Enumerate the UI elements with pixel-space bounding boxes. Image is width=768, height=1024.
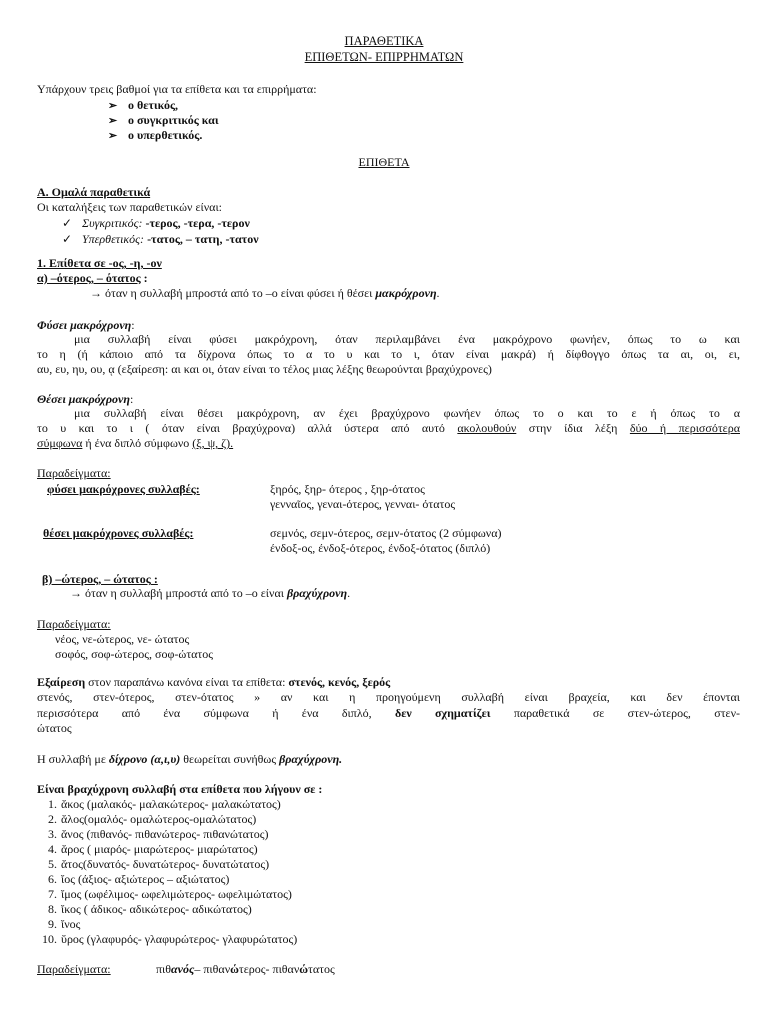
thesei-line1: μια συλλαβή είναι θέσει μακρόχρονη, αν έχει βραχύχρονο φωνήεν όπως το ο και το ε ή όπως το α bbox=[74, 406, 740, 420]
examples-label: Παραδείγματα: bbox=[37, 466, 111, 480]
example-line: σοφός, σοφ-ώτερος, σοφ-ώτατος bbox=[55, 647, 214, 661]
rule-a: → όταν η συλλαβή μπροστά από το –ο είναι φύσει ή θέσει μακρόχρονη. bbox=[90, 286, 440, 300]
exception-line4: ώτατος bbox=[37, 721, 72, 735]
arrow-right-icon: → bbox=[70, 586, 82, 600]
short-list-heading: Είναι βραχύχρονη συλλαβή στα επίθετα που λήγουν σε : bbox=[37, 782, 323, 796]
thesei-line2: το υ και το ι ( όταν είναι βραχύχρονα) αλλά ύστερα από αυτό ακολουθούν στην ίδια λέξη δύο ή περισσότερα bbox=[37, 421, 740, 435]
thesei-heading: Θέσει μακρόχρονη: bbox=[37, 392, 134, 406]
exception-line2: στενός, στεν-ότερος, στεν-ότατος » αν και η προηγούμενη συλλαβή είναι βραχεία, και δεν έπονται bbox=[37, 690, 740, 704]
doc-subtitle: ΕΠΙΘΕΤΩΝ- ΕΠΙΡΡΗΜΑΤΩΝ bbox=[304, 50, 464, 64]
bullet-item: ➢ ο υπερθετικός. bbox=[108, 128, 203, 142]
endings-intro: Οι καταλήξεις των παραθετικών είναι: bbox=[37, 200, 223, 214]
heading-regular: Α. Ομαλά παραθετικά bbox=[37, 185, 151, 199]
thesei-example-2: ένδοξ-ος, ένδοξ-ότερος, ένδοξ-ότατος (διπλό) bbox=[270, 541, 491, 555]
fysei-line3: αυ, ευ, ηυ, ου, ᾳ (εξαίρεση: αι και οι, όταν είναι το τέλος μιας λέξης θεωρούνται βραχύχρονες) bbox=[37, 362, 492, 376]
thesei-examples-label: θέσει μακρόχρονες συλλαβές: bbox=[43, 526, 194, 540]
superlative-line: ✓ Υπερθετικός: -τατος, – τατη, -τατον bbox=[62, 232, 259, 246]
exception-line1: Εξαίρεση στον παραπάνω κανόνα είναι τα επίθετα: στενός, κενός, ξερός bbox=[37, 675, 391, 689]
subheading-a: α) –ότερος, – ότατος : bbox=[37, 271, 148, 285]
fysei-example-2: γενναῖος, γεναι-ότερος, γενναι- ότατος bbox=[270, 497, 456, 511]
list-item: 6. ῐος (άξιος- αξιώτερος – αξιώτατος) bbox=[48, 872, 230, 886]
rule-b: → όταν η συλλαβή μπροστά από το –ο είναι βραχύχρονη. bbox=[70, 586, 351, 600]
doc-title: ΠΑΡΑΘΕΤΙΚΑ bbox=[344, 34, 424, 48]
thesei-line3: σύμφωνα ή ένα διπλό σύμφωνο (ξ, ψ, ζ). bbox=[37, 436, 234, 450]
arrow-bullet-icon: ➢ bbox=[108, 115, 118, 127]
fysei-line1: μια συλλαβή είναι φύσει μακρόχρονη, όταν περιλαμβάνει ένα μακρόχρονο φωνήεν, όπως το ω και bbox=[74, 332, 740, 346]
list-item: 3. ᾰνος (πιθανός- πιθανώτερος- πιθανώτατος) bbox=[48, 827, 269, 841]
bullet-item: ➢ ο συγκριτικός και bbox=[108, 113, 219, 127]
example-line: νέος, νε-ώτερος, νε- ώτατος bbox=[55, 632, 190, 646]
list-item: 5. ᾰτος(δυνατός- δυνατώτερος- δυνατώτατος) bbox=[48, 857, 270, 871]
arrow-bullet-icon: ➢ bbox=[108, 100, 118, 112]
subheading-b: β) –ώτερος, – ώτατος : bbox=[42, 572, 158, 586]
list-item: 1. ᾰκος (μαλακός- μαλακώτερος- μαλακώτατος) bbox=[48, 797, 281, 811]
section-title: ΕΠΙΘΕΤΑ bbox=[358, 155, 410, 169]
check-icon: ✓ bbox=[62, 232, 73, 246]
list-item: 7. ῐμος (ωφέλιμος- ωφελιμώτερος- ωφελιμώτατος) bbox=[48, 887, 292, 901]
fysei-line2: το η (ή κάποιο από τα δίχρονα όπως το α το υ και το ι, όταν είναι μακρά) ή δίφθογγο όπως τα αι, οι, ει, bbox=[37, 347, 740, 361]
list-item: 8. ῐκος ( άδικος- αδικώτερος- αδικώτατος) bbox=[48, 902, 252, 916]
fysei-examples-label: φύσει μακρόχρονες συλλαβές: bbox=[47, 482, 200, 496]
list-item: 10. ῠρος (γλαφυρός- γλαφυρώτερος- γλαφυρώτατος) bbox=[42, 932, 298, 946]
arrow-bullet-icon: ➢ bbox=[108, 130, 118, 142]
dichrono-note: Η συλλαβή με δίχρονο (α,ι,υ) θεωρείται συνήθως βραχύχρονη. bbox=[37, 752, 343, 766]
list-item: 4. ᾰρος ( μιαρός- μιαρώτερος- μιαρώτατος) bbox=[48, 842, 258, 856]
list-item: 2. ᾰλος(ομαλός- ομαλώτερος-ομαλώτατος) bbox=[48, 812, 257, 826]
examples-label: Παραδείγματα: bbox=[37, 962, 111, 976]
bullet-item: ➢ ο θετικός, bbox=[108, 98, 179, 112]
list-item: 9. ῐνος bbox=[48, 917, 81, 931]
heading-part1: 1. Επίθετα σε -ος, -η, -ον bbox=[37, 256, 162, 270]
thesei-example-1: σεμνός, σεμν-ότερος, σεμν-ότατος (2 σύμφωνα) bbox=[270, 526, 502, 540]
check-icon: ✓ bbox=[62, 216, 73, 230]
fysei-example-1: ξηρός, ξηρ- ότερος , ξηρ-ότατος bbox=[270, 482, 425, 496]
arrow-right-icon: → bbox=[90, 286, 102, 300]
fysei-heading: Φύσει μακρόχρονη: bbox=[37, 318, 135, 332]
example-line: πιθανός– πιθανώτερος- πιθανώτατος bbox=[156, 962, 335, 976]
exception-line3: περισσότερα από ένα σύμφωνα ή ένα διπλό, δεν σχηματίζει παραθετικά σε στεν-ώτερος, στεν- bbox=[37, 706, 741, 720]
comparative-line: ✓ Συγκριτικός: -τερος, -τερα, -τερον bbox=[62, 216, 250, 230]
examples-label: Παραδείγματα: bbox=[37, 617, 111, 631]
intro-text: Υπάρχουν τρεις βαθμοί για τα επίθετα και τα επιρρήματα: bbox=[37, 82, 317, 96]
